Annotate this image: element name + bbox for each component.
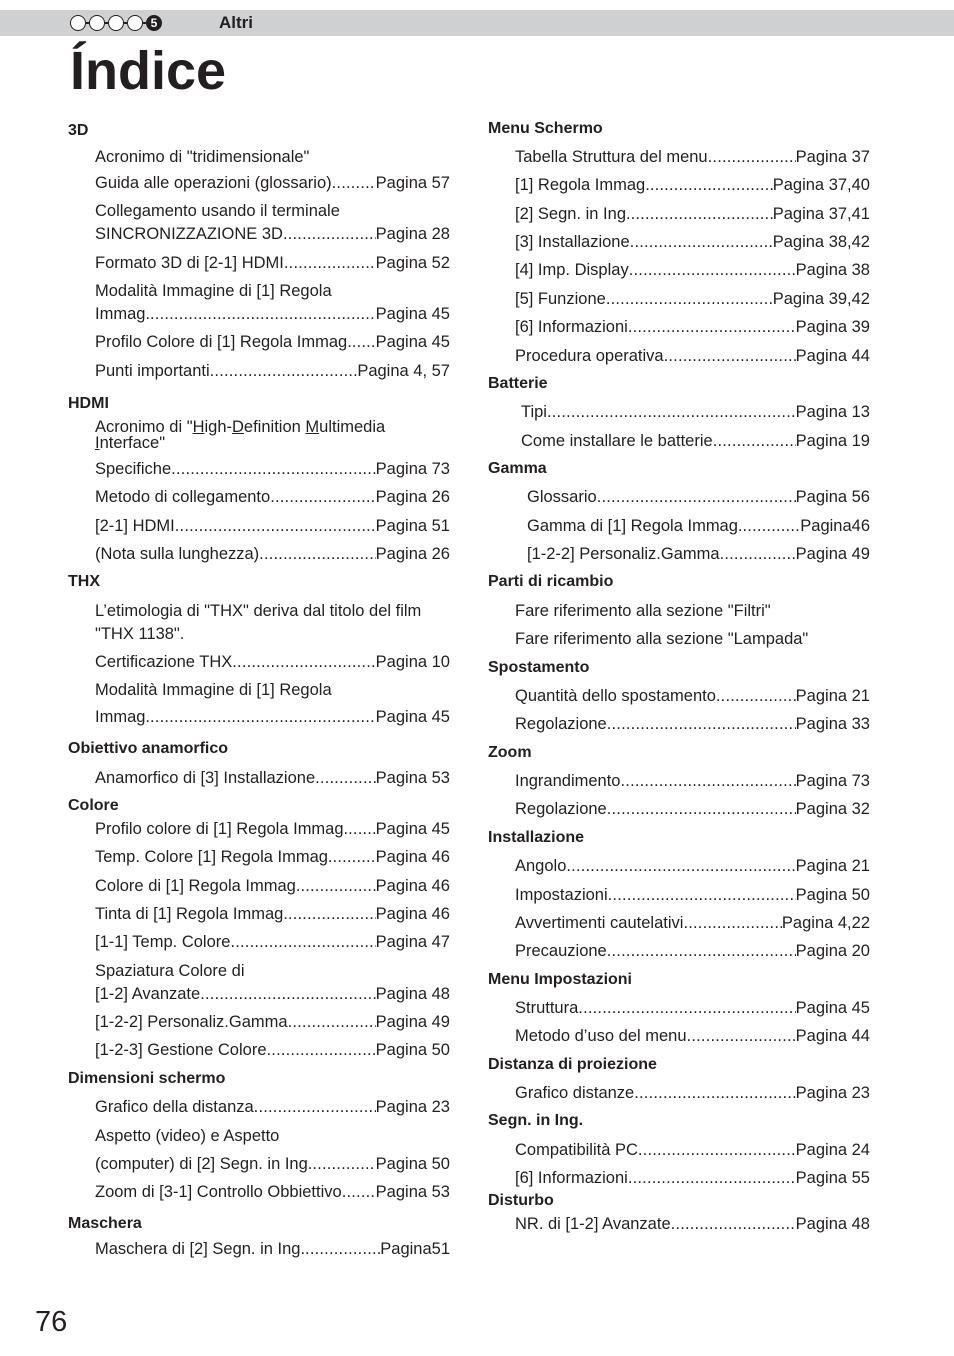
- index-entry: [527, 544, 870, 564]
- index-entry: [95, 1097, 450, 1117]
- index-entry: [95, 332, 450, 352]
- index-entry: [95, 516, 450, 536]
- leader-dots: [566, 856, 795, 876]
- index-entry: [95, 847, 450, 867]
- leader-dots: [716, 686, 796, 706]
- entry-text: Angolo: [515, 857, 567, 875]
- index-entry: Aspetto (video) e Aspetto: [95, 1127, 280, 1145]
- entry-text: Come installare le batterie: [521, 432, 713, 450]
- leader-dots: [650, 175, 773, 195]
- entry-page: Pagina 26: [375, 545, 450, 563]
- leader-dots: [630, 232, 773, 252]
- leader-dots: [606, 289, 773, 309]
- index-entry: [95, 1154, 450, 1174]
- leader-dots: [352, 332, 376, 352]
- entry-text: Profilo colore di [1] Regola Immag.: [95, 820, 349, 838]
- entry-page: Pagina51: [380, 1240, 450, 1258]
- index-entry: [515, 289, 870, 309]
- entry-page: Pagina 24: [795, 1141, 870, 1159]
- index-heading-segn-in-ing: Segn. in Ing.: [488, 1112, 584, 1129]
- index-heading-projection-distance: Distanza di proiezione: [488, 1056, 657, 1073]
- entry-text: Metodo di collegamento: [95, 488, 271, 506]
- entry-text: Precauzione: [515, 942, 607, 960]
- leader-dots: [713, 431, 796, 451]
- index-entry: [515, 204, 870, 224]
- index-entry: L’etimologia di "THX" deriva dal titolo del film: [95, 602, 422, 620]
- entry-page: Pagina 48: [795, 1215, 870, 1233]
- index-entry: [515, 175, 870, 195]
- entry-text: [1-2-3] Gestione Colore: [95, 1041, 267, 1059]
- index-entry: [95, 1040, 450, 1060]
- step-circle-icon: [70, 15, 86, 31]
- index-entry: [515, 799, 870, 819]
- entry-page: Pagina 4, 57: [357, 362, 450, 380]
- leader-dots: [210, 361, 358, 381]
- entry-text: Grafico distanze: [515, 1084, 635, 1102]
- leader-dots: [708, 147, 796, 167]
- entry-text: Zoom di [3-1] Controllo Obbiettivo: [95, 1183, 342, 1201]
- entry-page: Pagina 28: [375, 225, 450, 243]
- index-entry: [515, 1140, 870, 1160]
- index-entry: [95, 459, 450, 479]
- leader-dots: [150, 707, 376, 727]
- entry-text: Certificazione THX: [95, 653, 233, 671]
- entry-page: Pagina 53: [375, 769, 450, 787]
- entry-page: Pagina 45: [375, 820, 450, 838]
- index-entry-hdmi-acronym: Acronimo di "High-Definition Multimedia: [95, 418, 386, 436]
- leader-dots: [284, 253, 376, 273]
- leader-dots: [267, 1040, 376, 1060]
- leader-dots: [628, 317, 796, 337]
- index-entry: [515, 714, 870, 734]
- leader-dots: [683, 913, 781, 933]
- index-entry: [95, 652, 450, 672]
- index-entry: [515, 1083, 870, 1103]
- entry-text: Profilo Colore di [1] Regola Immag.: [95, 333, 352, 351]
- index-entry: Collegamento usando il terminale: [95, 202, 340, 220]
- leader-dots: [332, 173, 376, 193]
- entry-page: Pagina 4,22: [781, 914, 870, 932]
- entry-text: Guida alle operazioni (glossario): [95, 174, 332, 192]
- leader-dots: [547, 402, 796, 422]
- leader-dots: [150, 304, 376, 324]
- entry-page: Pagina 56: [795, 488, 870, 506]
- index-entry: [515, 998, 870, 1018]
- leader-dots: [607, 714, 796, 734]
- leader-dots: [687, 1026, 796, 1046]
- entry-page: Pagina 45: [795, 999, 870, 1017]
- index-heading-3d: 3D: [68, 122, 89, 139]
- index-entry: [95, 253, 450, 273]
- leader-dots: [283, 224, 376, 244]
- step-number-badge: 5: [146, 15, 162, 31]
- entry-text: Tabella Struttura del menu: [515, 148, 708, 166]
- entry-page: Pagina 23: [375, 1098, 450, 1116]
- entry-text: Regolazione: [515, 715, 607, 733]
- leader-dots: [638, 1140, 796, 1160]
- index-entry: Modalità Immagine di [1] Regola: [95, 681, 332, 699]
- entry-page: Pagina 21: [795, 687, 870, 705]
- entry-page: Pagina 13: [795, 403, 870, 421]
- entry-page: Pagina 46: [375, 905, 450, 923]
- index-entry: Fare riferimento alla sezione "Filtri": [515, 602, 771, 620]
- entry-page: Pagina 44: [795, 1027, 870, 1045]
- entry-page: Pagina 50: [795, 886, 870, 904]
- entry-text: Struttura: [515, 999, 579, 1017]
- leader-dots: [342, 1182, 376, 1202]
- index-entry: [515, 346, 870, 366]
- entry-text: Impostazioni: [515, 886, 608, 904]
- leader-dots: [171, 459, 376, 479]
- index-entry: [95, 876, 450, 896]
- leader-dots: [634, 1083, 795, 1103]
- leader-dots: [578, 998, 795, 1018]
- entry-page: Pagina 39: [795, 318, 870, 336]
- index-heading-anamorphic: Obiettivo anamorfico: [68, 740, 229, 757]
- step-circle-icon: [108, 15, 124, 31]
- index-entry: [515, 686, 870, 706]
- entry-text: Temp. Colore [1] Regola Immag.: [95, 848, 333, 866]
- index-entry: [95, 361, 450, 381]
- leader-dots: [300, 876, 375, 896]
- index-entry: [95, 768, 450, 788]
- index-entry: [515, 913, 870, 933]
- entry-page: Pagina 51: [375, 517, 450, 535]
- index-entry: [521, 431, 870, 451]
- leader-dots: [288, 904, 376, 924]
- entry-text: Maschera di [2] Segn. in Ing.: [95, 1240, 306, 1258]
- entry-text: Metodo d’uso del menu: [515, 1027, 687, 1045]
- leader-dots: [608, 885, 796, 905]
- chapter-step-indicator: [70, 12, 162, 34]
- index-heading-disturbo: Disturbo: [488, 1192, 554, 1209]
- index-entry: [515, 232, 870, 252]
- entry-page: Pagina 47: [375, 933, 450, 951]
- entry-text: Avvertimenti cautelativi: [515, 914, 684, 932]
- index-entry: [95, 173, 450, 193]
- leader-dots: [621, 771, 796, 791]
- page-number: 76: [35, 1306, 68, 1338]
- index-entry: [95, 544, 450, 564]
- index-entry: [521, 402, 870, 422]
- entry-text: Ingrandimento: [515, 772, 621, 790]
- entry-text: SINCRONIZZAZIONE 3D: [95, 225, 283, 243]
- entry-page: Pagina 73: [375, 460, 450, 478]
- entry-text: Quantità dello spostamento: [515, 687, 716, 705]
- entry-text: Punti importanti: [95, 362, 210, 380]
- leader-dots: [270, 487, 375, 507]
- leader-dots: [254, 1097, 376, 1117]
- entry-text: [6] Informazioni: [515, 1169, 628, 1187]
- entry-page: Pagina 37: [795, 148, 870, 166]
- index-entry: [515, 1026, 870, 1046]
- entry-page: Pagina 20: [795, 942, 870, 960]
- entry-page: Pagina 21: [795, 857, 870, 875]
- leader-dots: [288, 1012, 376, 1032]
- index-entry: Fare riferimento alla sezione "Lampada": [515, 630, 809, 648]
- entry-page: Pagina 49: [795, 545, 870, 563]
- entry-page: Pagina 33: [795, 715, 870, 733]
- index-heading-zoom: Zoom: [488, 744, 532, 761]
- leader-dots: [629, 260, 796, 280]
- entry-page: Pagina 73: [795, 772, 870, 790]
- entry-page: Pagina 52: [375, 254, 450, 272]
- index-heading-maschera: Maschera: [68, 1215, 142, 1232]
- index-entry: [95, 707, 450, 727]
- index-entry: [95, 304, 450, 324]
- leader-dots: [628, 1168, 796, 1188]
- index-entry: [515, 1214, 870, 1234]
- entry-page: Pagina 10: [375, 653, 450, 671]
- index-heading-menu-impostazioni: Menu Impostazioni: [488, 971, 632, 988]
- entry-page: Pagina 39,42: [772, 290, 870, 308]
- index-entry: [515, 885, 870, 905]
- leader-dots: [743, 516, 801, 536]
- index-entry: [515, 260, 870, 280]
- entry-page: Pagina 57: [375, 174, 450, 192]
- index-heading-gamma: Gamma: [488, 460, 547, 477]
- entry-text: [1-1] Temp. Colore: [95, 933, 231, 951]
- index-entry: [95, 1182, 450, 1202]
- entry-page: Pagina 55: [795, 1169, 870, 1187]
- index-entry: [95, 224, 450, 244]
- index-entry: [515, 941, 870, 961]
- entry-page: Pagina 53: [375, 1183, 450, 1201]
- entry-page: Pagina 38,42: [772, 233, 870, 251]
- entry-page: Pagina46: [800, 517, 870, 535]
- entry-text: Colore di [1] Regola Immag.: [95, 877, 301, 895]
- leader-dots: [259, 544, 376, 564]
- leader-dots: [315, 768, 376, 788]
- entry-text: [1] Regola Immag.: [515, 176, 650, 194]
- entry-text: [1-2-2] Personaliz.Gamma: [95, 1013, 288, 1031]
- index-entry: Acronimo di "tridimensionale": [95, 148, 310, 166]
- index-entry: [95, 984, 450, 1004]
- entry-text: Tipi: [521, 403, 547, 421]
- entry-page: Pagina 23: [795, 1084, 870, 1102]
- index-heading-thx: THX: [68, 573, 100, 590]
- entry-text: [2] Segn. in Ing.: [515, 205, 631, 223]
- index-entry: [95, 932, 450, 952]
- index-entry: [95, 904, 450, 924]
- entry-text: Regolazione: [515, 800, 607, 818]
- entry-page: Pagina 37,41: [772, 205, 870, 223]
- entry-text: Anamorfico di [3] Installazione: [95, 769, 316, 787]
- index-heading-installazione: Installazione: [488, 829, 585, 846]
- step-circle-icon: [127, 15, 143, 31]
- entry-text: [1-2] Avanzate: [95, 985, 201, 1003]
- entry-text: [1-2-2] Personaliz.Gamma: [527, 545, 720, 563]
- entry-page: Pagina 46: [375, 848, 450, 866]
- index-entry: [515, 147, 870, 167]
- leader-dots: [232, 652, 375, 672]
- entry-page: Pagina 32: [795, 800, 870, 818]
- leader-dots: [175, 516, 376, 536]
- step-circle-icon: [89, 15, 105, 31]
- entry-page: Pagina 45: [375, 708, 450, 726]
- entry-page: Pagina 45: [375, 333, 450, 351]
- entry-text: Immag.: [95, 708, 151, 726]
- index-entry: [527, 487, 870, 507]
- leader-dots: [333, 847, 376, 867]
- index-entry: [515, 771, 870, 791]
- index-heading-menu-schermo: Menu Schermo: [488, 120, 603, 137]
- entry-page: Pagina 44: [795, 347, 870, 365]
- entry-text: Gamma di [1] Regola Immag.: [527, 517, 743, 535]
- entry-text: Immag.: [95, 305, 151, 323]
- entry-text: [3] Installazione: [515, 233, 630, 251]
- leader-dots: [597, 487, 796, 507]
- index-entry: "THX 1138".: [95, 625, 185, 643]
- entry-text: Procedura operativa: [515, 347, 664, 365]
- index-entry: [527, 516, 870, 536]
- index-entry-hdmi-acronym-cont: Interface": [95, 434, 166, 452]
- leader-dots: [200, 984, 375, 1004]
- index-heading-hdmi: HDMI: [68, 395, 109, 412]
- leader-dots: [348, 819, 376, 839]
- entry-text: Specifiche: [95, 460, 172, 478]
- entry-text: NR. di [1-2] Avanzate: [515, 1215, 671, 1233]
- leader-dots: [312, 1154, 375, 1174]
- index-heading-screen-size: Dimensioni schermo: [68, 1070, 226, 1087]
- leader-dots: [671, 1214, 796, 1234]
- entry-page: Pagina 38: [795, 261, 870, 279]
- entry-text: [5] Funzione: [515, 290, 606, 308]
- entry-page: Pagina 49: [375, 1013, 450, 1031]
- leader-dots: [607, 799, 796, 819]
- entry-page: Pagina 26: [375, 488, 450, 506]
- entry-text: [4] Imp. Display: [515, 261, 629, 279]
- leader-dots: [305, 1239, 380, 1259]
- entry-page: Pagina 50: [375, 1155, 450, 1173]
- index-heading-colore: Colore: [68, 797, 119, 814]
- entry-page: Pagina 45: [375, 305, 450, 323]
- entry-text: (computer) di [2] Segn. in Ing.: [95, 1155, 313, 1173]
- entry-text: Tinta di [1] Regola Immag.: [95, 905, 288, 923]
- leader-dots: [664, 346, 796, 366]
- leader-dots: [230, 932, 375, 952]
- index-entry: [95, 1012, 450, 1032]
- entry-text: [2-1] HDMI: [95, 517, 175, 535]
- entry-text: Grafico della distanza: [95, 1098, 254, 1116]
- index-entry: [95, 1239, 450, 1259]
- index-entry: [95, 487, 450, 507]
- entry-page: Pagina 48: [375, 985, 450, 1003]
- page-title: Índice: [70, 41, 227, 101]
- entry-page: Pagina 50: [375, 1041, 450, 1059]
- entry-text: (Nota sulla lunghezza): [95, 545, 260, 563]
- index-heading-spostamento: Spostamento: [488, 659, 590, 676]
- entry-text: Glossario: [527, 488, 597, 506]
- index-entry: Modalità Immagine di [1] Regola: [95, 282, 332, 300]
- index-heading-batterie: Batterie: [488, 375, 548, 392]
- entry-page: Pagina 37,40: [772, 176, 870, 194]
- index-heading-spare-parts: Parti di ricambio: [488, 573, 614, 590]
- index-entry: [95, 819, 450, 839]
- index-entry: [515, 317, 870, 337]
- leader-dots: [631, 204, 773, 224]
- leader-dots: [607, 941, 796, 961]
- entry-text: Formato 3D di [2-1] HDMI: [95, 254, 284, 272]
- section-name: Altri: [219, 13, 253, 32]
- entry-text: [6] Informazioni: [515, 318, 628, 336]
- leader-dots: [720, 544, 796, 564]
- index-entry: [515, 1168, 870, 1188]
- entry-page: Pagina 46: [375, 877, 450, 895]
- entry-page: Pagina 19: [795, 432, 870, 450]
- entry-text: Compatibilità PC: [515, 1141, 638, 1159]
- index-entry: Spaziatura Colore di: [95, 962, 245, 980]
- index-entry: [515, 856, 870, 876]
